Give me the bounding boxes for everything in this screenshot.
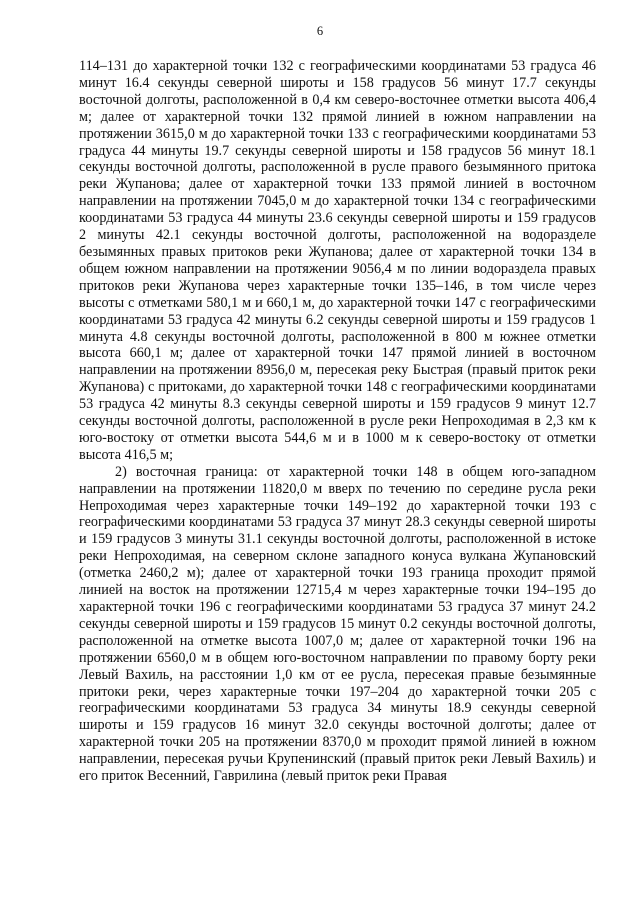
paragraph-eastern-boundary: 2) восточная граница: от характерной точки 148 в общем юго-западном направлении на протяжении 11820,0 м вверх по течению по середине русла реки Непроходимая через характерные точки 149–192 до характерной точки 193 с географическими координатами 53 градуса 37 минут 28.3 секунды северной широты и 159 градусов 3 минуты 31.1 секунды восточной долготы, расположенной в истоке реки Непроходимая, на северном склоне западного конуса вулкана Жупановский (отметка 2460,2 м); далее от характерной точки 193 граница проходит прямой линией на восток на протяжении 12715,4 м через характерные точки 194–195 до характерной точки 196 с географическими координатами 53 градуса 37 минут 24.2 секунды северной широты и 159 градусов 15 минут 0.2 секунды восточной долготы, расположенной на отметке высота 1007,0 м; далее от характерной точки 196 на протяжении 6560,0 м в общем юго-восточном направлении по правому борту реки Левый Вахиль, на расстоянии 1,0 км от ее русла, пересекая правые безымянные притоки реки, через характерные точки 197–204 до характерной точки 205 с географическими координатами 53 градуса 34 минуты 18.9 секунды северной широты и 159 градусов 16 минут 32.0 секунды восточной долготы; далее от характерной точки 205 на протяжении 8370,0 м проходит прямой линией в южном направлении, пересекая ручьи Крупенинский (правый приток реки Левый Вахиль) и его приток Весенний, Гаврилина (левый приток реки Правая	[79, 463, 596, 785]
paragraph-western-boundary-continued: 114–131 до характерной точки 132 с географическими координатами 53 градуса 46 минут 16.4 секунды северной широты и 158 градусов 56 минут 17.7 секунды восточной долготы, расположенной в 0,4 км северо-восточнее отметки высота 406,4 м; далее от характерной точки 132 прямой линией в южном направлении на протяжении 3615,0 м до характерной точки 133 с географическими координатами 53 градуса 44 минуты 19.7 секунды северной широты и 158 градусов 56 минут 18.1 секунды восточной долготы, расположенной в русле правого безымянного притока реки Жупанова; далее от характерной точки 133 прямой линией в восточном направлении на протяжении 7045,0 м до характерной точки 134 с географическими координатами 53 градуса 44 минуты 23.6 секунды северной широты и 159 градусов 2 минуты 42.1 секунды восточной долготы, расположенной на водоразделе безымянных правых притоков реки Жупанова; далее от характерной точки 134 в общем южном направлении на протяжении 9056,4 м по линии водораздела правых притоков реки Жупанова через характерные точки 135–146, в том числе через высоты с отметками 580,1 м и 660,1 м, до характерной точки 147 с географическими координатами 53 градуса 42 минуты 6.2 секунды северной широты и 159 градусов 1 минута 4.8 секунды восточной долготы, расположенной в 800 м южнее отметки высота 660,1 м; далее от характерной точки 147 прямой линией в восточном направлении на протяжении 8956,0 м, пересекая реку Быстрая (правый приток реки Жупанова) с притоками, до характерной точки 148 с географическими координатами 53 градуса 42 минуты 8.3 секунды северной широты и 159 градусов 9 минут 12.7 секунды восточной долготы, расположенной в русле реки Непроходимая в 2,3 км к юго-востоку от отметки высота 544,6 м и в 1000 м к северо-востоку от отметки высота 416,5 м;	[79, 58, 596, 463]
document-body	[79, 58, 596, 785]
page-number: 6	[316, 24, 324, 38]
